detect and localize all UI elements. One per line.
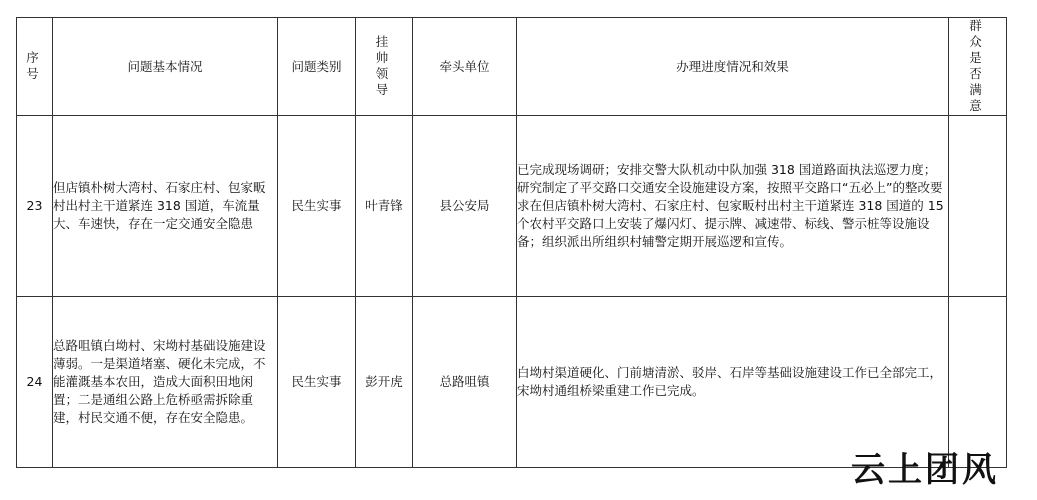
cell-progress: 已完成现场调研；安排交警大队机动中队加强 318 国道路面执法巡逻力度；研究制定了平交路口交通安全设施建设方案，按照平交路口“五必上”的整改要求在但店镇朴树大湾村、石家庄村、包家畈村出村主干道紧连 318 国道的 15 个农村平交路口上安装了爆闪灯、提示牌、减速带、标线、警示桩等设施设备；组织派出所组织村辅警定期开展巡逻和宣传。 — [517, 116, 949, 297]
cell-unit: 县公安局 — [413, 116, 517, 297]
header-satisfaction: 群众是否满意 — [949, 18, 1007, 116]
header-seq: 序号 — [17, 18, 53, 116]
header-issue: 问题基本情况 — [53, 18, 278, 116]
cell-leader: 叶青锋 — [356, 116, 413, 297]
header-leader: 挂帅领导 — [356, 18, 413, 116]
cell-category: 民生实事 — [278, 297, 356, 468]
watermark-logo: 云上团风 — [851, 450, 999, 490]
cell-seq: 23 — [17, 116, 53, 297]
cell-category: 民生实事 — [278, 116, 356, 297]
cell-progress: 白坳村渠道硬化、门前塘清淤、驳岸、石岸等基础设施建设工作已全部完工，宋坳村通组桥梁重建工作已完成。 — [517, 297, 949, 468]
cell-issue: 但店镇朴树大湾村、石家庄村、包家畈村出村主干道紧连 318 国道，车流量大、车速快，存在一定交通安全隐患 — [53, 116, 278, 297]
cell-issue: 总路咀镇白坳村、宋坳村基础设施建设薄弱。一是渠道堵塞、硬化未完成，不能灌溉基本农田，造成大面积田地闲置；二是通组公路上危桥亟需拆除重建，村民交通不便，存在安全隐患。 — [53, 297, 278, 468]
header-progress: 办理进度情况和效果 — [517, 18, 949, 116]
header-category: 问题类别 — [278, 18, 356, 116]
cell-seq: 24 — [17, 297, 53, 468]
header-unit: 牵头单位 — [413, 18, 517, 116]
header-row — [17, 18, 1007, 116]
table-row — [17, 116, 1007, 297]
cell-unit: 总路咀镇 — [413, 297, 517, 468]
cell-satisfaction — [949, 116, 1007, 297]
progress-table — [16, 17, 1007, 468]
cell-leader: 彭开虎 — [356, 297, 413, 468]
